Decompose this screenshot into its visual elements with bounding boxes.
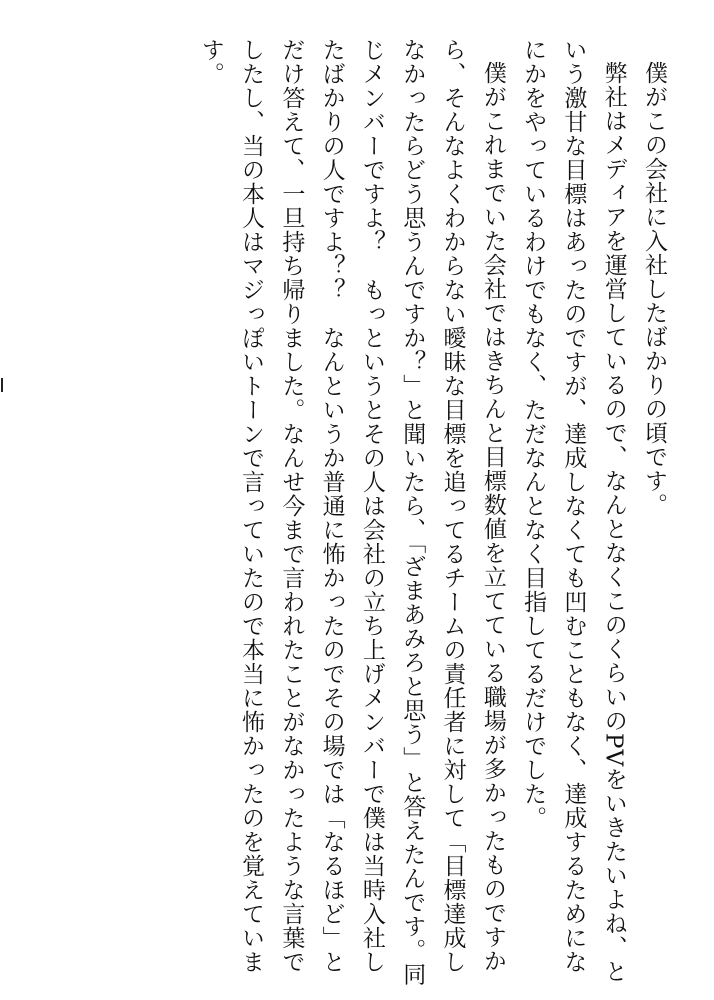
page-edge-mark [1,378,3,392]
paragraph: 弊社はメディアを運営しているので、なんとなくこのくらいのPVをいきたいよね、という激甘な目標はあったのですが、達成しなくても凹むこともなく、達成するためになにかをやっているわけでもなく、ただなんとなく目指してるだけでした。 [520,38,627,984]
paragraph: 僕がこの会社に入社したばかりの頃です。 [641,61,667,517]
paragraph: 僕がこれまでいた会社ではきちんと目標数値を立てている職場が多かったものですから、そんなよくわからない曖昧な目標を追ってるチームの責任者に対して「目標達成しなかったらどう思うんですか？」と聞いたら、「ざまあみろと思う」と答えたんです。同じメンバーですよ？ もっというとその人は会社の立ち上げメンバーで僕は当時入社したばかりの人ですよ？？ なんというか普通に怖かったのでその場では「なるほど」とだけ答えて、一旦持ち帰りました。なんせ今まで言われたことがなかったような言葉でしたし、当の本人はマジっぽいトーンで言っていたので本当に怖かったのを覚えています。 [197,38,506,987]
vertical-text-body [14,38,674,993]
